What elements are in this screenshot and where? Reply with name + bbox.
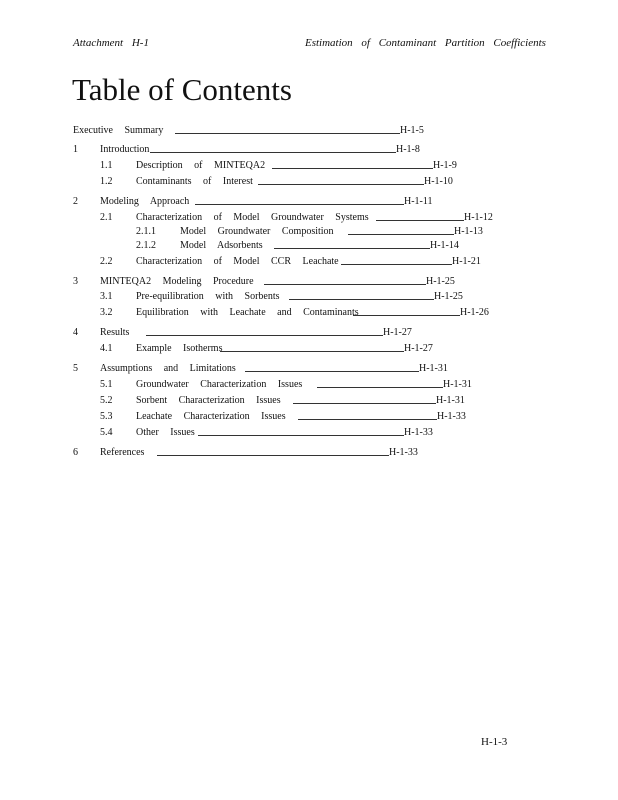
toc-entry-number: 2.2 (100, 256, 113, 267)
toc-leader-line (258, 184, 424, 185)
toc-entry-label: Modeling Approach (100, 196, 190, 207)
toc-entry[interactable] (0, 211, 618, 225)
toc-entry-number: 2.1.2 (136, 240, 156, 251)
toc-entry[interactable] (0, 124, 618, 138)
toc-entry-label: Introduction (100, 144, 150, 155)
toc-entry-label: Characterization of Model CCR Leachate (136, 256, 339, 267)
toc-entry-page: H-1-25 (434, 291, 463, 302)
toc-entry-label: Pre-equilibration with Sorbents (136, 291, 280, 302)
toc-leader-line (198, 435, 404, 436)
toc-leader-line (274, 248, 430, 249)
toc-entry-number: 5.1 (100, 379, 113, 390)
toc-entry-page: H-1-33 (404, 427, 433, 438)
toc-entry-number: 1.1 (100, 160, 113, 171)
toc-entry[interactable] (0, 426, 618, 440)
page-title: Table of Contents (72, 72, 292, 107)
footer-page-number: H-1-3 (481, 736, 508, 748)
toc-entry-page: H-1-13 (454, 226, 483, 237)
running-header-right: Estimation of Contaminant Partition Coefficients (305, 37, 546, 49)
toc-entry-number: 1.2 (100, 176, 113, 187)
toc-entry-label: Other Issues (136, 427, 195, 438)
toc-entry-page: H-1-31 (419, 363, 448, 374)
toc-entry[interactable] (0, 306, 618, 320)
toc-leader-line (220, 351, 404, 352)
toc-entry-number: 1 (73, 144, 78, 155)
toc-entry-number: 3.1 (100, 291, 113, 302)
toc-entry-number: 5.4 (100, 427, 113, 438)
toc-entry[interactable] (0, 378, 618, 392)
toc-entry-label: Description of MINTEQA2 (136, 160, 266, 171)
toc-entry[interactable] (0, 239, 618, 253)
toc-entry[interactable] (0, 394, 618, 408)
toc-entry-page: H-1-31 (436, 395, 465, 406)
toc-leader-line (348, 234, 454, 235)
toc-entry-number: 5.3 (100, 411, 113, 422)
toc-entry-number: 5.2 (100, 395, 113, 406)
toc-entry-label: Executive Summary (73, 125, 164, 136)
toc-entry-label: Contaminants of Interest (136, 176, 253, 187)
toc-leader-line (264, 284, 426, 285)
toc-entry-number: 4 (73, 327, 78, 338)
toc-leader-line (272, 168, 433, 169)
toc-leader-line (195, 204, 404, 205)
toc-entry-page: H-1-27 (404, 343, 433, 354)
toc-entry-page: H-1-21 (452, 256, 481, 267)
toc-leader-line (298, 419, 437, 420)
toc-entry-page: H-1-8 (396, 144, 420, 155)
toc-entry[interactable] (0, 410, 618, 424)
toc-leader-line (175, 133, 400, 134)
running-header-left: Attachment H-1 (73, 37, 149, 49)
toc-entry[interactable] (0, 290, 618, 304)
toc-entry-label: Equilibration with Leachate and Contaminants (136, 307, 359, 318)
toc-entry[interactable] (0, 143, 618, 157)
toc-entry-number: 3 (73, 276, 78, 287)
toc-entry[interactable] (0, 446, 618, 460)
toc-entry-number: 3.2 (100, 307, 113, 318)
toc-entry-number: 2.1 (100, 212, 113, 223)
toc-entry-label: Assumptions and Limitations (100, 363, 236, 374)
toc-entry-page: H-1-25 (426, 276, 455, 287)
toc-entry-number: 2 (73, 196, 78, 207)
toc-entry-page: H-1-11 (404, 196, 433, 207)
toc-entry-label: Groundwater Characterization Issues (136, 379, 303, 390)
toc-entry-number: 6 (73, 447, 78, 458)
toc-entry-number: 4.1 (100, 343, 113, 354)
toc-leader-line (157, 455, 389, 456)
toc-entry-page: H-1-10 (424, 176, 453, 187)
toc-entry-page: H-1-33 (437, 411, 466, 422)
toc-leader-line (293, 403, 436, 404)
toc-entry-label: Model Groundwater Composition (180, 226, 334, 237)
toc-leader-line (317, 387, 443, 388)
toc-entry[interactable] (0, 175, 618, 189)
toc-entry-page: H-1-9 (433, 160, 457, 171)
toc-leader-line (289, 299, 434, 300)
toc-entry[interactable] (0, 225, 618, 239)
toc-leader-line (146, 335, 383, 336)
toc-entry[interactable] (0, 275, 618, 289)
toc-entry-page: H-1-31 (443, 379, 472, 390)
toc-entry[interactable] (0, 159, 618, 173)
toc-leader-line (353, 315, 460, 316)
toc-entry-label: Model Adsorbents (180, 240, 263, 251)
toc-entry[interactable] (0, 362, 618, 376)
toc-leader-line (376, 220, 464, 221)
toc-entry-label: Example Isotherms (136, 343, 223, 354)
toc-leader-line (245, 371, 419, 372)
toc-entry-label: Sorbent Characterization Issues (136, 395, 281, 406)
toc-entry-number: 2.1.1 (136, 226, 156, 237)
toc-leader-line (150, 152, 396, 153)
toc-entry-page: H-1-26 (460, 307, 489, 318)
toc-entry-label: References (100, 447, 145, 458)
toc-leader-line (341, 264, 452, 265)
toc-entry-page: H-1-12 (464, 212, 493, 223)
toc-entry-page: H-1-27 (383, 327, 412, 338)
toc-entry-page: H-1-33 (389, 447, 418, 458)
toc-entry-page: H-1-5 (400, 125, 424, 136)
toc-entry-label: MINTEQA2 Modeling Procedure (100, 276, 254, 287)
toc-entry-page: H-1-14 (430, 240, 459, 251)
toc-entry[interactable] (0, 342, 618, 356)
toc-entry[interactable] (0, 195, 618, 209)
toc-entry[interactable] (0, 326, 618, 340)
toc-entry-label: Leachate Characterization Issues (136, 411, 286, 422)
toc-entry-label: Characterization of Model Groundwater Systems (136, 212, 369, 223)
toc-entry-number: 5 (73, 363, 78, 374)
toc-entry-label: Results (100, 327, 130, 338)
toc-entry[interactable] (0, 255, 618, 269)
